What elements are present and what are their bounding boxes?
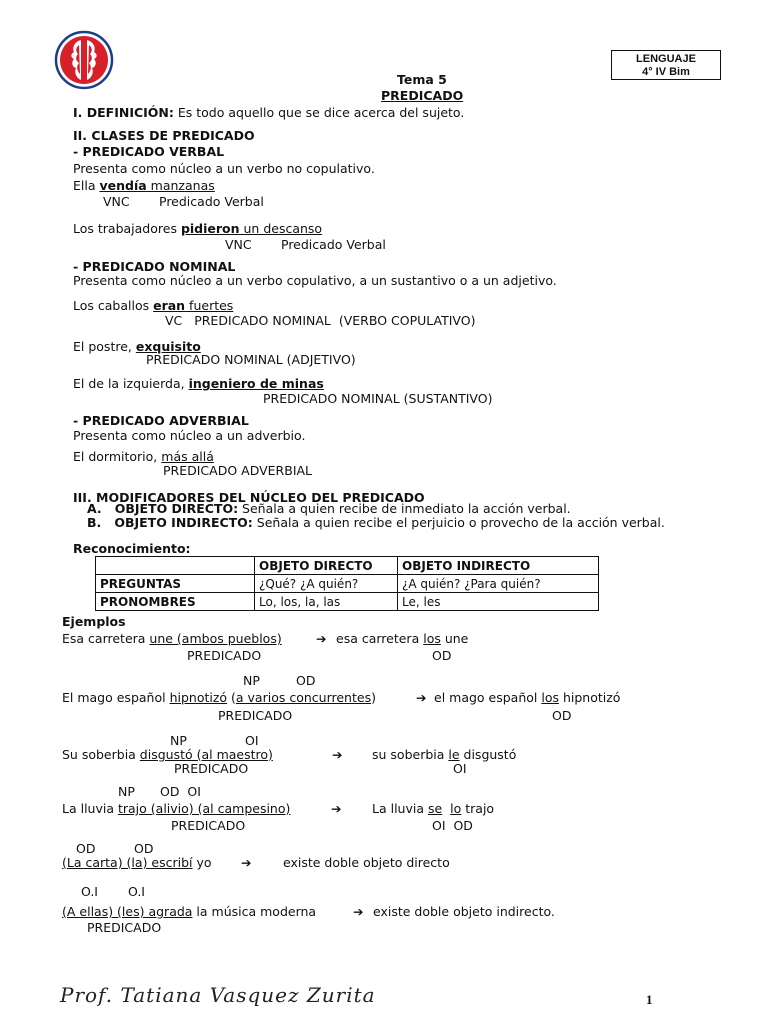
verbal-tag-pv-2: Predicado Verbal	[281, 237, 386, 252]
example-3-oi: OI	[245, 733, 259, 748]
subject-name: LENGUAJE	[636, 53, 696, 65]
arrow-right-icon: ➔	[316, 631, 327, 646]
subject-box	[611, 50, 721, 80]
example-pronoun: los	[541, 690, 559, 705]
nominal-desc: Presenta como núcleo a un verbo copulativo, a un sustantivo o a un adjetivo.	[73, 273, 557, 288]
example-text: El dormitorio,	[73, 449, 162, 464]
table-cell: ¿Qué? ¿A quién?	[255, 575, 398, 593]
example-predicate: fuertes	[185, 298, 234, 313]
example-text: disgustó	[459, 747, 517, 762]
arrow-right-icon: ➔	[416, 690, 427, 705]
definicion-label: I. DEFINICIÓN:	[73, 105, 174, 120]
reconocimiento-label: Reconocimiento:	[73, 541, 191, 556]
reconocimiento-table	[95, 556, 599, 611]
example-3-tag-right: OI	[453, 761, 467, 776]
example-predicate: manzanas	[146, 178, 215, 193]
example-predicate: trajo (alivio) (al campesino)	[117, 801, 291, 816]
page-title: PREDICADO	[381, 88, 464, 103]
verbal-example-2	[73, 221, 322, 236]
example-text: trajo	[461, 801, 495, 816]
example-text: su soberbia	[372, 747, 449, 762]
example-2-tag-left: PREDICADO	[218, 708, 293, 723]
definicion-line	[73, 105, 464, 120]
example-text: (	[227, 690, 236, 705]
example-5-od-1: OD	[76, 841, 96, 856]
example-2-left	[62, 690, 376, 705]
example-verb: pidieron	[180, 221, 240, 236]
example-3-np: NP	[170, 733, 187, 748]
example-text: esa carretera	[336, 631, 424, 646]
table-cell: PRONOMBRES	[96, 593, 255, 611]
example-pronoun: los	[423, 631, 441, 646]
example-objects: (La carta) (la) escribí	[62, 855, 193, 870]
verbal-tag-pv: Predicado Verbal	[159, 194, 264, 209]
page-number: 1	[646, 992, 653, 1007]
ejemplos-label: Ejemplos	[62, 614, 126, 629]
nominal-tag-2: PREDICADO NOMINAL (ADJETIVO)	[146, 352, 356, 367]
example-predicate: exquisito	[135, 339, 201, 354]
table-row	[96, 575, 599, 593]
verbal-heading: - PREDICADO VERBAL	[73, 144, 225, 159]
adverbial-example	[73, 449, 214, 464]
example-predicate: un descanso	[239, 221, 323, 236]
tema-label: Tema 5	[397, 72, 447, 87]
example-4-np: NP	[118, 784, 135, 799]
table-row	[96, 593, 599, 611]
example-text: El de la izquierda,	[73, 376, 189, 391]
example-text: La lluvia	[372, 801, 428, 816]
example-text: El postre,	[73, 339, 136, 354]
table-header-cell: OBJETO DIRECTO	[255, 557, 398, 575]
clases-heading: II. CLASES DE PREDICADO	[73, 128, 255, 143]
arrow-right-icon: ➔	[331, 801, 342, 816]
nominal-tag-1: VC PREDICADO NOMINAL (VERBO COPULATIVO)	[165, 313, 476, 328]
example-1-right	[336, 631, 468, 646]
example-2-right	[434, 690, 620, 705]
definicion-text: Es todo aquello que se dice acerca del sujeto.	[173, 105, 465, 120]
example-text: hipnotizó	[558, 690, 621, 705]
oi-text: Señala a quien recibe el perjuicio o provecho de la acción verbal.	[252, 515, 665, 530]
example-text: El mago español	[62, 690, 170, 705]
example-4-left	[62, 801, 290, 816]
example-6-oi-1: O.I	[81, 884, 98, 899]
school-logo	[54, 30, 114, 90]
example-5-note: existe doble objeto directo	[283, 855, 450, 870]
verbal-tag-vnc: VNC	[103, 194, 130, 209]
example-verb: hipnotizó	[169, 690, 228, 705]
adverbial-tag: PREDICADO ADVERBIAL	[163, 463, 313, 478]
nominal-heading: - PREDICADO NOMINAL	[73, 259, 236, 274]
example-2-tag-right: OD	[552, 708, 572, 723]
example-pronoun: se	[427, 801, 443, 816]
table-header-row	[96, 557, 599, 575]
objeto-directo-line	[87, 501, 571, 516]
example-6-tag: PREDICADO	[87, 920, 162, 935]
nominal-example-3	[73, 376, 324, 391]
table-header-cell: OBJETO INDIRECTO	[398, 557, 599, 575]
example-3-left	[62, 747, 273, 762]
example-pronoun: le	[448, 747, 460, 762]
example-pronoun: lo	[450, 801, 462, 816]
example-1-tag-left: PREDICADO	[187, 648, 262, 663]
verbal-example-1	[73, 178, 215, 193]
arrow-right-icon: ➔	[353, 904, 364, 919]
example-text: Su soberbia	[62, 747, 140, 762]
example-5-left	[62, 855, 212, 870]
modificadores-heading: III. MODIFICADORES DEL NÚCLEO DEL PREDICADO	[73, 490, 425, 505]
example-predicate: ingeniero de minas	[188, 376, 324, 391]
nominal-tag-3: PREDICADO NOMINAL (SUSTANTIVO)	[263, 391, 493, 406]
example-text: )	[371, 690, 376, 705]
example-4-tag-left: PREDICADO	[171, 818, 246, 833]
example-text: yo	[192, 855, 212, 870]
table-cell: PREGUNTAS	[96, 575, 255, 593]
verbal-desc: Presenta como núcleo a un verbo no copulativo.	[73, 161, 375, 176]
example-predicate: más allá	[161, 449, 214, 464]
example-objects: (A ellas) (les) agrada	[62, 904, 193, 919]
example-4-tag-right: OI OD	[432, 818, 473, 833]
example-object: a varios concurrentes	[235, 690, 372, 705]
adverbial-heading: - PREDICADO ADVERBIAL	[73, 413, 249, 428]
od-label: A. OBJETO DIRECTO:	[87, 501, 239, 516]
example-3-tag-left: PREDICADO	[174, 761, 249, 776]
example-predicate: une (ambos pueblos)	[149, 631, 282, 646]
example-text: La lluvia	[62, 801, 118, 816]
example-text: Los caballos	[73, 298, 154, 313]
table-header-cell	[96, 557, 255, 575]
example-1-tag-right: OD	[432, 648, 452, 663]
example-text: Los trabajadores	[73, 221, 181, 236]
example-6-note: existe doble objeto indirecto.	[373, 904, 555, 919]
example-2-np: NP	[243, 673, 260, 688]
subject-period: 4° IV Bim	[642, 66, 690, 78]
example-text: el mago español	[434, 690, 542, 705]
example-6-left	[62, 904, 316, 919]
objeto-indirecto-line	[87, 515, 665, 530]
example-3-right	[372, 747, 516, 762]
adverbial-desc: Presenta como núcleo a un adverbio.	[73, 428, 306, 443]
example-text: Ella	[73, 178, 100, 193]
example-4-od-oi: OD OI	[160, 784, 201, 799]
table-cell: Le, les	[398, 593, 599, 611]
table-cell: ¿A quién? ¿Para quién?	[398, 575, 599, 593]
author-signature: Prof. Tatiana Vasquez Zurita	[60, 983, 376, 1007]
oi-label: B. OBJETO INDIRECTO:	[87, 515, 253, 530]
nominal-example-1	[73, 298, 233, 313]
verbal-tag-vnc-2: VNC	[225, 237, 252, 252]
example-predicate: disgustó (al maestro)	[139, 747, 273, 762]
arrow-right-icon: ➔	[241, 855, 252, 870]
example-5-od-2: OD	[134, 841, 154, 856]
example-6-oi-2: O.I	[128, 884, 145, 899]
od-text: Señala a quien recibe de inmediato la acción verbal.	[238, 501, 571, 516]
example-1-left	[62, 631, 282, 646]
arrow-right-icon: ➔	[332, 747, 343, 762]
example-text: une	[440, 631, 469, 646]
example-verb: vendía	[99, 178, 147, 193]
example-4-right	[372, 801, 494, 816]
table-cell: Lo, los, la, las	[255, 593, 398, 611]
example-text: Esa carretera	[62, 631, 150, 646]
example-verb: eran	[153, 298, 186, 313]
example-text: la música moderna	[192, 904, 317, 919]
example-2-od: OD	[296, 673, 316, 688]
